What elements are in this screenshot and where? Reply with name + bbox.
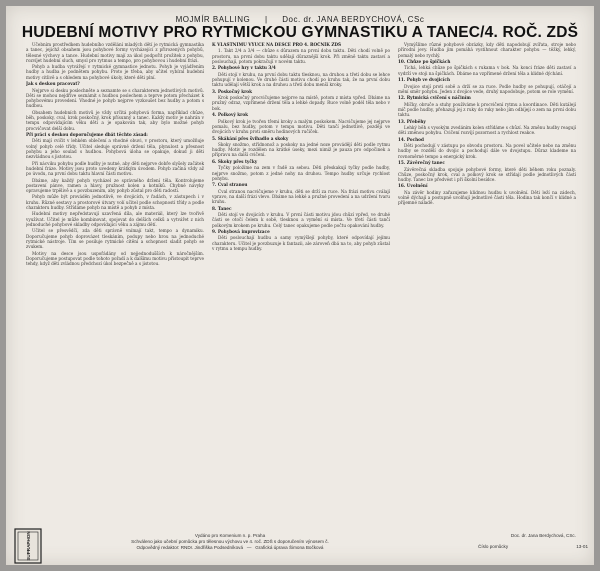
paragraph: Nejprve si desku poslechněte a seznamte se s charakterem jednotlivých motivů. Děti se mohou nejdříve seznámit s hudbou poslechem a teprve potom přecházet k pohybovému provedení. Vhodné je pohyb nejprve vyzkoušet bez hudby a potom s hudbou. [26,87,204,109]
record-sleeve [6,6,594,565]
paragraph: Děti poslouchají hudbu a samy vymýšlejí pohyby, které odpovídají jejímu charakteru. Učitel je povzbuzuje k fantazii, ale zároveň dbá na to, aby pohyb zůstal v rytmu a tempu hudby. [212,235,390,251]
section-heading: 16. Uvolnění [398,183,428,189]
text-column-2 [212,42,390,523]
section-heading: 13. Přeběhy [398,118,426,124]
section-heading: 14. Pochod [398,136,424,142]
section-heading: 10. Chůze po špičkách [398,58,451,64]
author-2: Doc. dr. JANA BERDYCHOVÁ, CSc [282,15,425,24]
author-1: MOJMÍR BALLING [175,15,251,24]
section-heading: 3. Poskočný krok [212,88,252,94]
paragraph: Hudební motivy nepředstavují uzavřená díla, ale materiál, který lze tvořivě využívat. Učitel je může kombinovat, spojovat do delších celků a vytvářet z nich jednoduché pohybové skladby odpovídající věku a zájmu dětí. [26,211,204,227]
paragraph: Skoky snožmo, střídnonož a poskoky na jedné noze provádějí děti podle rytmu hudby. Motiv je rozdělen na krátké úseky, mezi nimiž je pauza pro odpočinek a přípravu na další cvičení. [212,141,390,158]
paragraph: Polkový krok je tvořen třemi kroky a malým poskokem. Nacvičujeme jej nejprve pomalu, bez hudby, potom v tempu motivu. Děti tančí jednotlivě, později ve dvojicích v kruhu proti směru hodinových ručiček. [212,118,390,135]
section-heading: 12. Rytmická cvičení s náčiním [398,95,471,101]
text-column-1 [26,42,204,523]
logo-text: SUPRAPHON [26,531,31,561]
paragraph: Závěrečná skladba spojuje pohybové formy, které děti během roku poznaly. Chůze, poskočný krok, cval a polkový krok se střídají podle jednotlivých částí hudby. Tanec lze předvést i při školní besídce. [398,166,576,182]
paragraph: Dbáme, aby každý pohyb vycházel ze správného držení těla. Kontrolujeme postavení pánve, ramen a hlavy, pružnost kolen a kotníků. Chybné návyky opravujeme trpělivě a s povzbuzením, aby pohyb zůstal pro děti radostí. [26,177,204,193]
graphics-credit: Grafická úprava Šimona Bočková [255,545,324,550]
paragraph: Učebním prostředkem hudebního vzdělání mladých dětí je rytmická gymnastika a tanec, jejichž obsahem jsou pohybové formy vycházející z přirozených pohybů, tělesné výchovy a tance. Hudební motivy mají za úkol podpořit prožitek z pohybu, rozvíjet hudební sluch, smysl pro rytmus a tempo, pro pohybovou i hudební frázi. [26,42,204,63]
catalog-info [478,544,588,550]
paragraph: 1. Takt 2/4 a 3/4 — chůze s důrazem na první dobu taktu. Děti chodí volně po prostoru, na první dobu taktu udělají důraznější krok. Při změně taktu zastaví a poslouchají, potom pokračují v novém taktu. [212,48,390,64]
paragraph: Lehký běh s vysokým zvedáním kolen střídáme s chůzí. Na změnu hudby reagují děti změnou pohybu. Cvičení rozvíjí pozornost a rychlost reakce. [398,125,576,136]
paragraph: Krok poskočný procvičujeme nejprve na místě, potom z místa vpřed. Dbáme na pružný odraz, vzpřímené držení těla a lehké dopady. Ruce volně podél těla nebo v bok. [212,95,390,111]
paragraph: Vymýšlíme různé pohybové obrázky, kdy děti napodobují zvířata, stroje nebo přírodní jevy. Hudba jim pomáhá vystihnout charakter pohybu — těžký, lehký, pomalý nebo rychlý. [398,42,576,58]
paragraph: Učitel se přesvědčí, zda děti správně vnímají takt, tempo a dynamiku. Doporučujeme pohyb doprovázet tleskáním, podupy nebo hrou na jednoduché rytmické nástroje. Tím se posiluje rytmické cítění a schopnost sladit pohyb se zvukem. [26,228,204,250]
paragraph: Dvojice stojí proti sobě a drží se za ruce. Podle hudby se pohupují, otáčejí a mění směr pohybu. Jeden z dvojice vede, druhý napodobuje, potom se role vymění. [398,83,576,94]
signature: Doc. dr. Jana Berdychová, CSc. [510,533,576,538]
section-heading: 11. Pohyb ve dvojicích [398,77,450,83]
catalog-label: Číslo pomůcky [478,544,509,549]
paragraph: Cval stranou nacvičujeme v kruhu, děti se drží za ruce. Na frázi motivu cválají vpravo, na další frázi vlevo. Dbáme na lehké a pružné provedení a na udržení tvaru kruhu. [212,188,390,205]
paragraph: Děti stojí ve dvojicích v kruhu. V první části motivu jdou chůzí vpřed, ve druhé části se otočí čelem k sobě, tlesknou a vymění si místa. Ve třetí části tančí polkovým krokem po kruhu. Celý tanec opakujeme podle počtu opakování hudby. [212,212,390,228]
author-separator: | [264,15,268,24]
editor: Odpovědný redaktor: RNDr. Jindřiška Podsedníková [136,545,244,550]
section-heading: Jak s deskou pracovat? [26,81,80,87]
paragraph: Pohyb a hudba vytvářejí v rytmické gymnastice jednotu. Pohyb je vyjádřením hudby a hudba je podnětem pohybu. Proto je třeba, aby učitel vybíral hudební motivy citlivě a s ohledem na pohybové úkoly, které děti plní. [26,64,204,80]
supraphon-logo-icon [14,528,42,564]
credits-line-3: Odpovědný redaktor: RNDr. Jindřiška Podsedníková — Grafická úprava Šimona Bočková [136,545,324,550]
section-heading: Při práci s deskou doporučujeme dbát těchto zásad: [26,131,148,137]
section-heading: 5. Skákání přes švihadlo a skoky [212,135,289,141]
section-heading: K VLASTNÍMU VÝUCE NA DESCE PRO 4. ROČNÍK ZDŠ [212,42,342,47]
paragraph: Děti pochodují v zástupu po obvodu prostoru. Na povel učitele nebo na změnu hudby se rozdělí do dvojic a pochodují dále ve dvojstupu. Důraz klademe na rovnoměrné tempo a energický krok. [398,143,576,159]
text-column-3 [398,42,576,523]
section-heading: 2. Pohybové hry v taktu 3/4 [212,65,276,71]
document-title: HUDEBNÍ MOTIVY PRO RYTMICKOU GYMNASTIKU A TANEC/4. ROČ. ZDŠ [21,24,579,41]
catalog-number: 13-01 [576,544,588,549]
credits-line-2: Schváleno jako učební pomůcka pro tělesnou výchovu ve 4. roč. ZDŠ s doporučením výnosem č. [131,539,329,544]
credits-line-1: Vydáno pro Komenium n. p. Praha [194,533,266,538]
credits [50,533,410,551]
paragraph: Děti stojí v kruhu, na první dobu taktu tlesknou, na druhou a třetí dobu se lehce pohupují v kolenou. Ve druhé části motivu chodí po kruhu tak, že na první dobu taktu udělají větší krok a na druhou a třetí dobu menší kroky. [212,71,390,88]
section-heading: 15. Závěrečný tanec [398,160,445,166]
section-heading: 6. Skoky přes tyčky [212,158,258,164]
section-heading: 4. Polkový krok [212,112,249,118]
paragraph: Děti mají cvičit v lehkém oblečení a vhodné obuvi, v prostoru, který umožňuje volný pohyb celé třídy. Učitel sleduje správné držení těla, plynulost a přesnost pohybu a jeho soulad s hudbou. Pohybová úloha se opakuje, dokud ji děti nezvládnou s jistotou. [26,138,204,160]
authors-line [6,15,594,24]
paragraph: Na závěr hodiny zařazujeme klidnou hudbu k uvolnění. Děti leží na zádech, volně dýchají a postupně uvolňují jednotlivé části těla. Hodina tak končí v klidné a příjemné náladě. [398,189,576,206]
paragraph: Motivy na desce jsou uspořádány od nejjednodušších k náročnějším. Doporučujeme postupovat podle tohoto pořadí a k dalšímu motivu přistoupit teprve tehdy, když děti zvládnou předchozí úkol bezpečně a s jistotou. [26,250,204,266]
paragraph: Tichá, lehká chůze po špičkách s rukama v bok. Na konci fráze děti zastaví a vydrží ve stoji na špičkách. Dbáme na vzpřímené držení těla a klidné dýchání. [398,65,576,76]
paragraph: Tyčky položíme na zem v řadě za sebou. Děti přeskakují tyčky podle hudby, nejprve snožmo, potom z jedné nohy na druhou. Tempo hudby určuje rychlost pohybu. [212,165,390,181]
paragraph: Pohyb může být prováděn jednotlivě, ve dvojicích, v řadách, v zástupech i v kruhu. Různé sestavy a prostorové útvary volí učitel podle schopností třídy a podle charakteru hudby. Střídáme pohyb na místě a pohyb z místa. [26,194,204,210]
paragraph: Míčky, obruče a stuhy používáme k procvičení rytmu a koordinace. Děti kutálejí míč podle hudby, přehazují jej z ruky do ruky nebo jím odbíjejí o zem na první dobu taktu. [398,101,576,118]
paragraph: Obsahem hudebních motivů je vždy určitá pohybová forma, například chůze, běh, poskoky, cval, krok poskočný, krok přísunný a tanec. Každý motiv je nahrán v tempu odpovídajícím věku dětí a je opakován tak, aby bylo možné pohyb procvičovat delší dobu. [26,109,204,131]
section-heading: 9. Pohybová improvizace [212,229,270,234]
section-heading: 7. Cval stranou [212,182,248,188]
section-heading: 8. Tanec [212,205,232,211]
paragraph: Při nácviku pohybu podle hudby je nutné, aby děti nejprve dobře slyšely začátek hudební fráze. Motivy jsou proto uvedeny krátkým úvodem. Pohyb začíná vždy až po úvodu, na první dobu taktu hlavní části motivu. [26,160,204,177]
